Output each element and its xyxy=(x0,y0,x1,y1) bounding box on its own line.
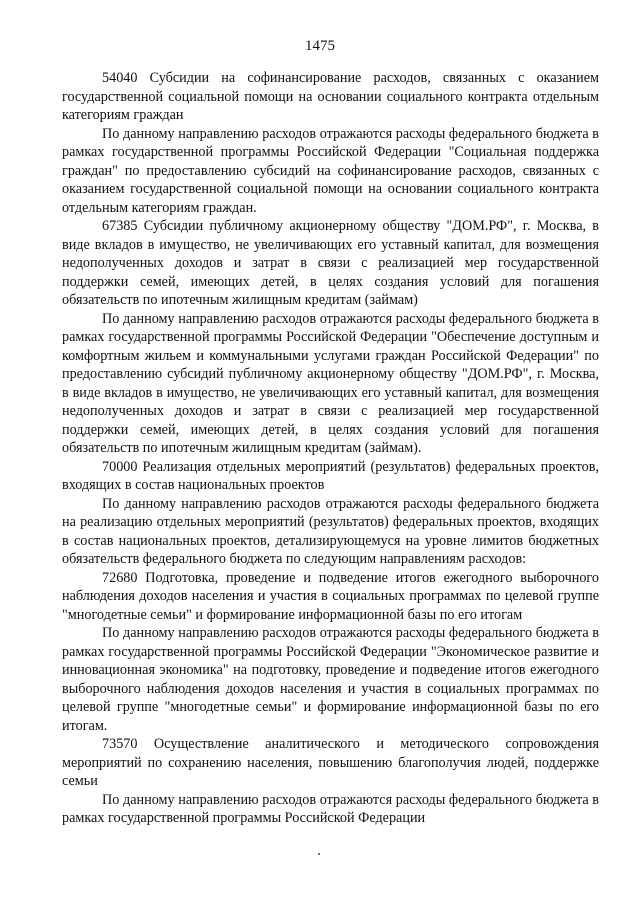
paragraph-70000-description: По данному направлению расходов отражаются расходы федерального бюджета на реализацию отдельных мероприятий (результатов) федеральных проектов, входящих в состав национальных проектов, детализирующемуся на уровне лимитов бюджетных обязательств федерального бюджета по следующим направлениям расходов: xyxy=(62,495,599,567)
paragraph-72680-description: По данному направлению расходов отражаются расходы федерального бюджета в рамках государственной программы Российской Федерации "Экономическое развитие и инновационная экономика" на подготовку, проведение и подведение итогов ежегодного выборочного наблюдения доходов населения и участия в социальных программах по целевой группе "многодетные семьи" и формирование информационной базы по его итогам. xyxy=(62,625,599,734)
paragraph-72680-heading: 72680 Подготовка, проведение и подведение итогов ежегодного выборочного наблюдения доходов населения и участия в социальных программах по целевой группе "многодетные семьи" и формирование информационной базы по его итогам xyxy=(62,569,599,623)
page-number: 1475 xyxy=(305,38,335,54)
paragraph-67385-description: По данному направлению расходов отражаются расходы федерального бюджета в рамках государственной программы Российской Федерации "Обеспечение доступным и комфортным жильем и коммунальными услугами граждан Российской Федерации" по предоставлению субсидий публичному акционерному обществу "ДОМ.РФ", г. Москва, в виде вкладов в имущество, не увеличивающих его уставный капитал, для возмещения недополученных доходов и затрат в связи с реализацией мер государственной поддержки семей, имеющих детей, в целях создания условий для погашения обязательств по ипотечным жилищным кредитам (займам). xyxy=(62,310,599,456)
paragraph-70000-heading: 70000 Реализация отдельных мероприятий (результатов) федеральных проектов, входящих в состав национальных проектов xyxy=(62,458,599,493)
document-body xyxy=(62,69,599,828)
paragraph-73570-description: По данному направлению расходов отражаются расходы федерального бюджета в рамках государственной программы Российской Федерации xyxy=(62,791,599,826)
paragraph-54040-description: По данному направлению расходов отражаются расходы федерального бюджета в рамках государственной программы Российской Федерации "Социальная поддержка граждан" по предоставлению субсидий на софинансирование расходов, связанных с оказанием государственной социальной помощи на основании социального контракта отдельным категориям граждан. xyxy=(62,125,599,216)
paragraph-54040-heading: 54040 Субсидии на софинансирование расходов, связанных с оказанием государственной социальной помощи на основании социального контракта отдельным категориям граждан xyxy=(62,70,599,123)
paragraph-73570-heading: 73570 Осуществление аналитического и методического сопровождения мероприятий по сохранению населения, повышению благополучия людей, поддержке семьи xyxy=(62,736,599,789)
paragraph-67385-heading: 67385 Субсидии публичному акционерному обществу "ДОМ.РФ", г. Москва, в виде вкладов в имущество, не увеличивающих его уставный капитал, для возмещения недополученных доходов и затрат в связи с реализацией мер государственной поддержки семей, имеющих детей, в целях создания условий для погашения обязательств по ипотечным жилищным кредитам (займам) xyxy=(62,218,599,308)
scan-speck xyxy=(318,853,320,855)
